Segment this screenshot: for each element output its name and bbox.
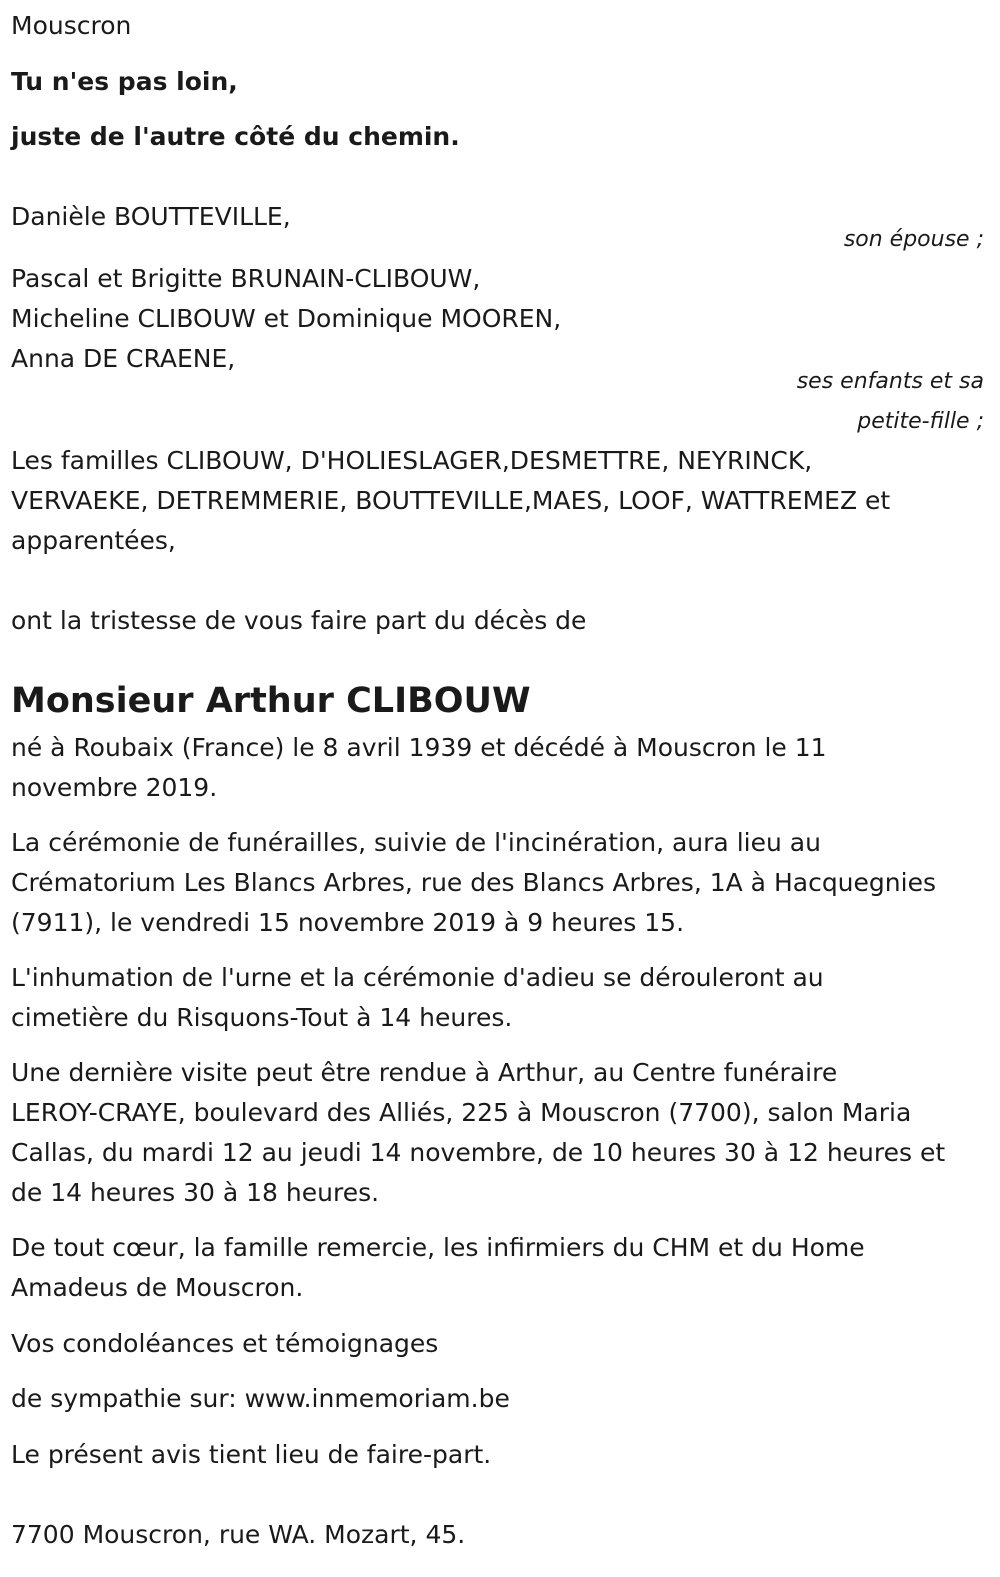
child-line-3: Anna DE CRAENE, — [11, 344, 236, 373]
children-relation-line-1: ses enfants et sa — [796, 369, 984, 394]
announcement-text: ont la tristesse de vous faire part du décès de — [11, 606, 587, 635]
inmemoriam-link[interactable]: www.inmemoriam.be — [244, 1384, 510, 1413]
visit-line-1: Une dernière visite peut être rendue à Arthur, au Centre funéraire — [11, 1058, 838, 1087]
burial-line-1: L'inhumation de l'urne et la cérémonie d'adieu se dérouleront au — [11, 963, 824, 992]
thanks-line-1: De tout cœur, la famille remercie, les infirmiers du CHM et du Home — [11, 1233, 865, 1262]
spouse-relation: son épouse ; — [843, 227, 984, 252]
condolences-line-2 — [11, 1379, 510, 1419]
child-line-1: Pascal et Brigitte BRUNAIN-CLIBOUW, — [11, 264, 481, 293]
child-line-2: Micheline CLIBOUW et Dominique MOOREN, — [11, 304, 562, 333]
deceased-name: Monsieur Arthur CLIBOUW — [11, 681, 531, 721]
ceremony-line-1: La cérémonie de funérailles, suivie de l'incinération, aura lieu au — [11, 828, 821, 857]
visit-line-2: LEROY-CRAYE, boulevard des Alliés, 225 à Mouscron (7700), salon Maria — [11, 1098, 912, 1127]
obituary-notice — [11, 0, 986, 1577]
children-relation-line-2: petite-fille ; — [857, 409, 984, 434]
epigraph-line-2: juste de l'autre côté du chemin. — [11, 122, 460, 151]
location-heading: Mouscron — [11, 11, 132, 40]
visit-line-3: Callas, du mardi 12 au jeudi 14 novembre, de 10 heures 30 à 12 heures et — [11, 1138, 946, 1167]
condolences-prefix: de sympathie sur: — [11, 1384, 245, 1413]
visit-line-4: de 14 heures 30 à 18 heures. — [11, 1178, 380, 1207]
birth-death-line-1: né à Roubaix (France) le 8 avril 1939 et décédé à Mouscron le 11 — [11, 733, 827, 762]
spouse-name: Danièle BOUTTEVILLE, — [11, 202, 291, 231]
thanks-line-2: Amadeus de Mouscron. — [11, 1273, 304, 1302]
address-text: 7700 Mouscron, rue WA. Mozart, 45. — [11, 1520, 466, 1549]
notice-text: Le présent avis tient lieu de faire-part. — [11, 1440, 492, 1469]
burial-line-2: cimetière du Risquons-Tout à 14 heures. — [11, 1003, 513, 1032]
condolences-line-1: Vos condoléances et témoignages — [11, 1329, 439, 1358]
families-line-2: VERVAEKE, DETREMMERIE, BOUTTEVILLE,MAES, LOOF, WATTREMEZ et — [11, 486, 891, 515]
families-line-1: Les familles CLIBOUW, D'HOLIESLAGER,DESMETTRE, NEYRINCK, — [11, 446, 813, 475]
families-line-3: apparentées, — [11, 526, 176, 555]
ceremony-line-3: (7911), le vendredi 15 novembre 2019 à 9 heures 15. — [11, 908, 685, 937]
epigraph-line-1: Tu n'es pas loin, — [11, 67, 238, 96]
ceremony-line-2: Crématorium Les Blancs Arbres, rue des Blancs Arbres, 1A à Hacquegnies — [11, 868, 936, 897]
birth-death-line-2: novembre 2019. — [11, 773, 218, 802]
